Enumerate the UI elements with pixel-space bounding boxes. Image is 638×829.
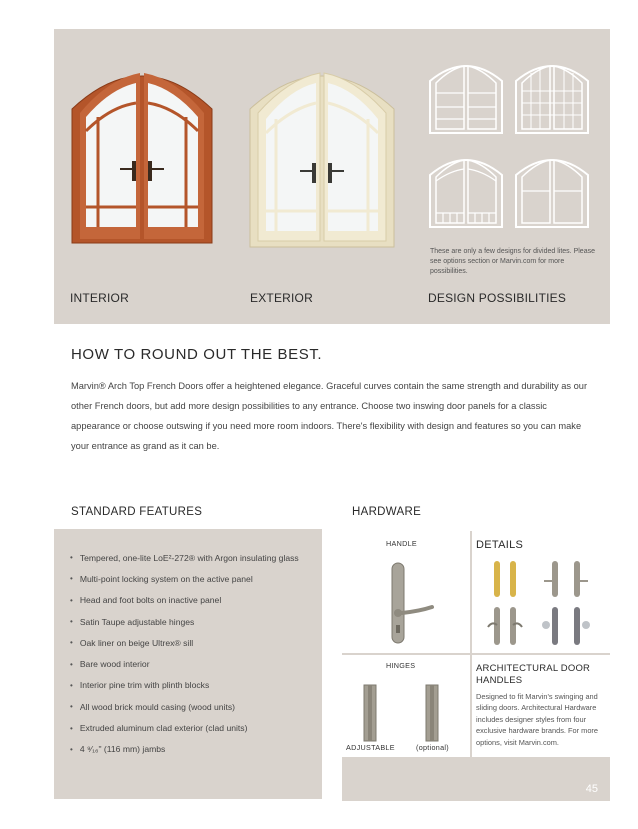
details-title: DETAILS (476, 539, 524, 551)
handle-styles-image (484, 559, 600, 649)
feature-item: • Satin Taupe adjustable hinges (70, 611, 299, 632)
adjustable-hinge-image (360, 683, 380, 743)
label-exterior: EXTERIOR (250, 291, 313, 305)
optional-hinge-image (422, 683, 442, 743)
handle-image (376, 561, 436, 645)
feature-item: • Interior pine trim with plinth blocks (70, 675, 299, 696)
standard-features-heading: STANDARD FEATURES (71, 506, 203, 518)
design-note: These are only a few designs for divided lites. Please see options section or Marvin.com for more possibilities. (430, 248, 595, 275)
hero-panel (54, 29, 610, 324)
handle-label: HANDLE (386, 539, 417, 548)
adjustable-label: ADJUSTABLE (346, 743, 395, 752)
design-option-2 (514, 57, 590, 135)
design-option-1 (428, 57, 504, 135)
feature-item: • Oak liner on beige Ultrex® sill (70, 632, 299, 653)
hardware-heading: HARDWARE (352, 506, 422, 518)
architectural-text: Designed to fit Marvin's swinging and sliding doors. Architectural Hardware includes designer styles from four exclusive hardware brands. For more options, visit Marvin.com. (476, 692, 598, 747)
hardware-panel (342, 531, 610, 801)
label-design-possibilities: DESIGN POSSIBILITIES (428, 291, 567, 305)
label-interior: INTERIOR (70, 291, 129, 305)
architectural-title: ARCHITECTURAL DOOR HANDLES (476, 663, 591, 686)
feature-item: • Multi-point locking system on the active panel (70, 568, 299, 589)
section-title: HOW TO ROUND OUT THE BEST. (71, 346, 323, 363)
feature-item: • Extruded aluminum clad exterior (clad units) (70, 717, 299, 738)
design-option-4 (514, 151, 590, 229)
intro-paragraph: Marvin® Arch Top French Doors offer a heightened elegance. Graceful curves contain the same strength and durability as our other French doors, but add more design possibilities to any entrance. Choose two inswing door panels for a classic appearance or choose outswing if you need more room indoors. There's flexibility with design and features so you can make your entrance as grand as it can be. (71, 381, 588, 451)
feature-item: • Bare wood interior (70, 653, 299, 674)
handle-cell (342, 531, 470, 653)
feature-item: • 4 ⁹⁄₁₆" (116 mm) jambs (70, 739, 299, 760)
page-number: 45 (585, 783, 598, 795)
exterior-door-image (248, 59, 396, 249)
design-option-3 (428, 151, 504, 229)
feature-item: • Tempered, one-lite LoE²-272® with Argon insulating glass (70, 547, 299, 568)
feature-item: • All wood brick mould casing (wood units) (70, 696, 299, 717)
features-list (70, 547, 299, 760)
feature-item: • Head and foot bolts on inactive panel (70, 590, 299, 611)
hinges-cell (342, 655, 470, 757)
hinges-label: HINGES (386, 661, 416, 670)
optional-label: (optional) (416, 743, 449, 752)
interior-door-image (68, 57, 216, 245)
standard-features-panel (54, 529, 322, 799)
